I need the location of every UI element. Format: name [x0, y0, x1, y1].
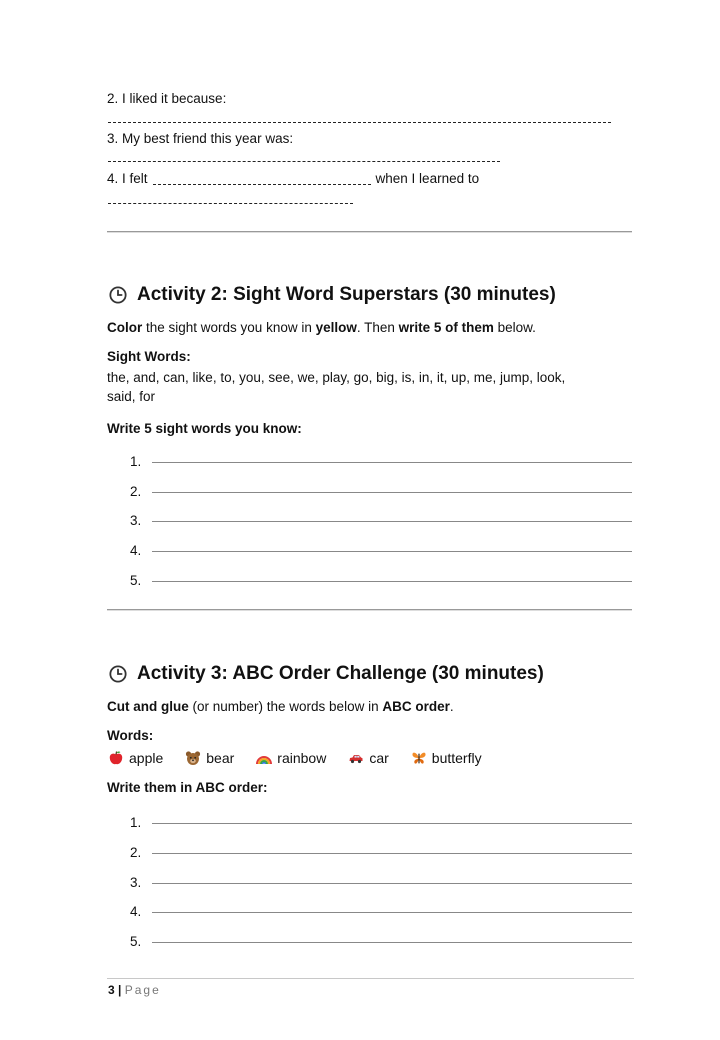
sight-word-answer-row[interactable] [130, 541, 632, 559]
abc-answer-row[interactable] [130, 873, 632, 891]
row-number: 3. [130, 874, 142, 890]
row-number: 4. [130, 903, 142, 919]
write-line [152, 883, 632, 884]
abc-answer-row[interactable] [130, 813, 632, 831]
sight-words-line-1: the, and, can, like, to, you, see, we, play, go, big, is, in, it, up, me, jump, look, [107, 370, 566, 385]
instr-yellow: yellow [315, 320, 357, 335]
row-number: 2. [130, 483, 142, 499]
section-divider [107, 231, 632, 233]
instr-write-5: write 5 of them [398, 320, 494, 335]
activity-3-instructions [107, 698, 454, 716]
write-sight-words-label: Write 5 sight words you know: [107, 421, 302, 436]
words-label: Words: [107, 728, 154, 743]
sight-words-line-2: said, for [107, 389, 156, 404]
instr-text-1: (or number) the words below in [188, 699, 383, 714]
instr-cut-glue: Cut and glue [107, 699, 189, 714]
word-butterfly [411, 750, 482, 766]
write-line [152, 521, 632, 522]
section-divider [107, 609, 632, 611]
activity-3-title: Activity 3: ABC Order Challenge (30 minutes) [137, 663, 544, 684]
reflection-line-4-start: 4. I felt [107, 171, 148, 186]
answer-blank-4b [108, 203, 353, 204]
apple-icon [108, 750, 124, 766]
sight-word-answer-row[interactable] [130, 511, 632, 529]
instr-text-3: below. [493, 320, 536, 335]
write-line [152, 912, 632, 913]
instr-text-2: . [449, 699, 454, 714]
write-line [152, 853, 632, 854]
word-label: bear [206, 750, 235, 766]
sight-word-answer-row[interactable] [130, 452, 632, 470]
footer-rule [107, 978, 634, 979]
word-bank [108, 750, 482, 766]
answer-blank-2 [108, 122, 611, 123]
row-number: 5. [130, 933, 142, 949]
bear-icon [185, 750, 201, 766]
activity-2-title: Activity 2: Sight Word Superstars (30 minutes) [137, 284, 556, 305]
reflection-line-3: 3. My best friend this year was: [107, 131, 294, 146]
page-number: 3 [108, 983, 115, 997]
word-label: butterfly [431, 750, 482, 766]
clock-icon [109, 665, 127, 683]
clock-icon [109, 286, 127, 304]
activity-2-instructions [107, 319, 536, 337]
sight-words-label: Sight Words: [107, 349, 191, 364]
answer-blank-4a [153, 184, 371, 185]
car-icon [348, 750, 364, 766]
write-line [152, 942, 632, 943]
word-rainbow [256, 750, 326, 766]
activity-2-heading [109, 283, 556, 307]
page-footer [108, 983, 161, 997]
word-label: car [369, 750, 389, 766]
word-label: rainbow [277, 750, 327, 766]
row-number: 1. [130, 453, 142, 469]
write-abc-label: Write them in ABC order: [107, 780, 268, 795]
answer-blank-3 [108, 161, 500, 162]
write-line [152, 581, 632, 582]
instr-abc-order: ABC order [382, 699, 450, 714]
instr-text-2: . Then [356, 320, 399, 335]
instr-text-1: the sight words you know in [142, 320, 316, 335]
write-line [152, 492, 632, 493]
write-line [152, 823, 632, 824]
row-number: 3. [130, 512, 142, 528]
write-line [152, 551, 632, 552]
sight-word-answer-row[interactable] [130, 571, 632, 589]
word-car [348, 750, 388, 766]
abc-answer-row[interactable] [130, 843, 632, 861]
word-bear [185, 750, 234, 766]
row-number: 4. [130, 542, 142, 558]
reflection-line-4 [107, 170, 479, 188]
activity-3-heading [109, 662, 544, 686]
page-label: Page [124, 983, 161, 997]
word-label: apple [129, 750, 164, 766]
butterfly-icon [411, 750, 427, 766]
abc-answer-row[interactable] [130, 902, 632, 920]
word-apple [108, 750, 163, 766]
reflection-line-2: 2. I liked it because: [107, 91, 227, 106]
instr-color: Color [107, 320, 143, 335]
row-number: 2. [130, 844, 142, 860]
write-line [152, 462, 632, 463]
reflection-line-4-end: when I learned to [375, 171, 480, 186]
row-number: 5. [130, 572, 142, 588]
footer-separator: | [114, 983, 125, 997]
sight-word-answer-row[interactable] [130, 482, 632, 500]
row-number: 1. [130, 814, 142, 830]
abc-answer-row[interactable] [130, 932, 632, 950]
rainbow-icon [256, 750, 272, 766]
